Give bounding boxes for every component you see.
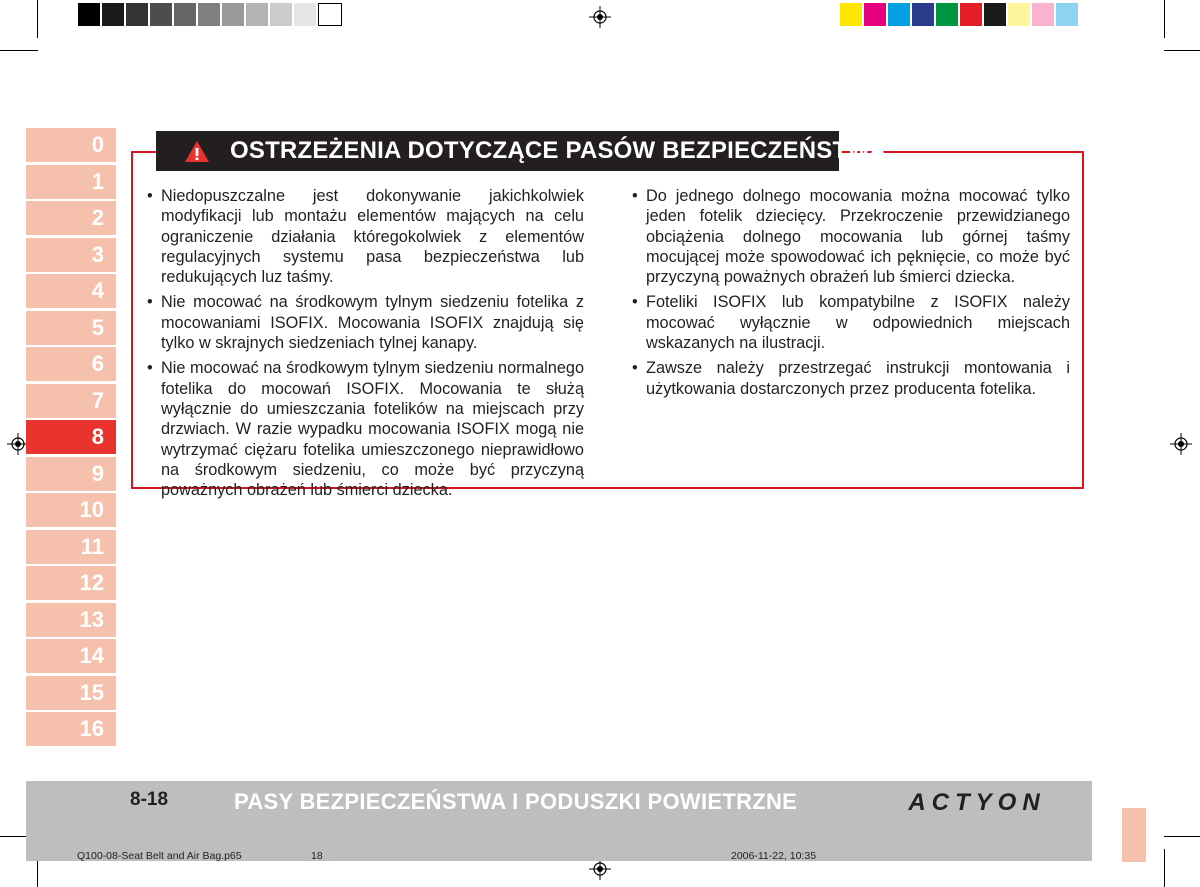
gray-swatch bbox=[222, 3, 246, 26]
color-swatch bbox=[912, 3, 936, 26]
footer-tab-marker bbox=[1122, 808, 1146, 862]
chapter-tab-11[interactable]: 11 bbox=[26, 530, 116, 564]
warning-triangle-icon bbox=[184, 140, 210, 163]
gray-swatch bbox=[318, 3, 342, 26]
chapter-tab-1[interactable]: 1 bbox=[26, 165, 116, 199]
chapter-tab-2[interactable]: 2 bbox=[26, 201, 116, 235]
chapter-tab-10[interactable]: 10 bbox=[26, 493, 116, 527]
registration-mark-icon bbox=[589, 858, 611, 880]
chapter-tab-12[interactable]: 12 bbox=[26, 566, 116, 600]
warning-title: OSTRZEŻENIA DOTYCZĄCE PASÓW BEZPIECZEŃSTWA bbox=[230, 137, 887, 164]
color-swatch bbox=[936, 3, 960, 26]
registration-mark-icon bbox=[589, 6, 611, 28]
warning-item: • Nie mocować na środkowym tylnym siedzeniu normalnego fotelika do mocowań ISOFIX. Mocowania te służą wyłącznie do umieszczania fotelików na miejscach przy drzwiach. W razie wypadku mocowania ISOFIX mogą nie wytrzymać ciężaru fotelika umieszczonego nieprawidłowo na środkowym siedzeniu, co może być przyczyną poważnych obrażeń lub śmierci dziecka. bbox=[147, 358, 584, 500]
svg-text:ACTYON: ACTYON bbox=[908, 789, 1046, 813]
crop-mark bbox=[1164, 836, 1200, 837]
gray-swatch bbox=[78, 3, 102, 26]
warning-item: • Nie mocować na środkowym tylnym siedzeniu fotelika z mocowaniami ISOFIX. Mocowania ISOFIX znajdują się tylko w skrajnych siedzeniach tylnej kanapy. bbox=[147, 292, 584, 353]
chapter-tab-3[interactable]: 3 bbox=[26, 238, 116, 272]
color-swatch bbox=[840, 3, 864, 26]
chapter-tab-16[interactable]: 16 bbox=[26, 712, 116, 746]
registration-mark-icon bbox=[1170, 433, 1192, 455]
print-timestamp: 2006-11-22, 10:35 bbox=[731, 850, 817, 862]
crop-mark bbox=[1164, 50, 1200, 51]
print-filename: Q100-08-Seat Belt and Air Bag.p65 bbox=[77, 850, 242, 862]
warning-item: • Niedopuszczalne jest dokonywanie jakichkolwiek modyfikacji lub montażu elementów mających na celu ograniczenie działania któregokolwiek z elementów regulacyjnych systemu pasa bezpieczeństwa lub redukujących luz taśmy. bbox=[147, 186, 584, 287]
color-calibration-bar bbox=[840, 3, 1080, 26]
color-swatch bbox=[984, 3, 1008, 26]
chapter-tab-5[interactable]: 5 bbox=[26, 311, 116, 345]
gray-swatch bbox=[174, 3, 198, 26]
warning-column-right bbox=[632, 186, 1070, 404]
crop-mark bbox=[1164, 0, 1165, 38]
color-swatch bbox=[1032, 3, 1056, 26]
warning-item: • Do jednego dolnego mocowania można mocować tylko jeden fotelik dziecięcy. Przekroczenie przewidzianego obciążenia dolnego mocowania lub górnej taśmy mocującej może spowodować ich pęknięcie, co może być przyczyną poważnych obrażeń lub śmierci dziecka. bbox=[632, 186, 1070, 287]
warning-item: • Foteliki ISOFIX lub kompatybilne z ISOFIX należy mocować wyłącznie w odpowiednich miejscach wskazanych na ilustracji. bbox=[632, 292, 1070, 353]
gray-swatch bbox=[294, 3, 318, 26]
color-swatch bbox=[960, 3, 984, 26]
color-swatch bbox=[864, 3, 888, 26]
section-title: PASY BEZPIECZEŃSTWA I PODUSZKI POWIETRZNE bbox=[234, 789, 798, 814]
chapter-tab-14[interactable]: 14 bbox=[26, 639, 116, 673]
brand-logo bbox=[880, 789, 1074, 813]
chapter-tabs bbox=[26, 128, 116, 749]
crop-mark bbox=[37, 0, 38, 38]
chapter-tab-8[interactable]: 8 bbox=[26, 420, 116, 454]
page-number: 8-18 bbox=[130, 789, 169, 810]
chapter-tab-13[interactable]: 13 bbox=[26, 603, 116, 637]
chapter-tab-9[interactable]: 9 bbox=[26, 457, 116, 491]
gray-swatch bbox=[150, 3, 174, 26]
color-swatch bbox=[1008, 3, 1032, 26]
gray-swatch bbox=[102, 3, 126, 26]
crop-mark bbox=[1164, 849, 1165, 887]
color-swatch bbox=[888, 3, 912, 26]
chapter-tab-15[interactable]: 15 bbox=[26, 676, 116, 710]
gray-swatch bbox=[270, 3, 294, 26]
warning-column-left bbox=[147, 186, 584, 505]
warning-item: • Zawsze należy przestrzegać instrukcji montowania i użytkowania dostarczonych przez producenta fotelika. bbox=[632, 358, 1070, 399]
print-page: 18 bbox=[311, 850, 323, 862]
gray-swatch bbox=[246, 3, 270, 26]
gray-swatch bbox=[126, 3, 150, 26]
warning-title-bar bbox=[156, 131, 887, 171]
chapter-tab-6[interactable]: 6 bbox=[26, 347, 116, 381]
gray-swatch bbox=[198, 3, 222, 26]
crop-mark bbox=[0, 50, 38, 51]
gray-calibration-bar bbox=[78, 3, 342, 26]
chapter-tab-4[interactable]: 4 bbox=[26, 274, 116, 308]
chapter-tab-7[interactable]: 7 bbox=[26, 384, 116, 418]
color-swatch bbox=[1056, 3, 1080, 26]
chapter-tab-0[interactable]: 0 bbox=[26, 128, 116, 162]
